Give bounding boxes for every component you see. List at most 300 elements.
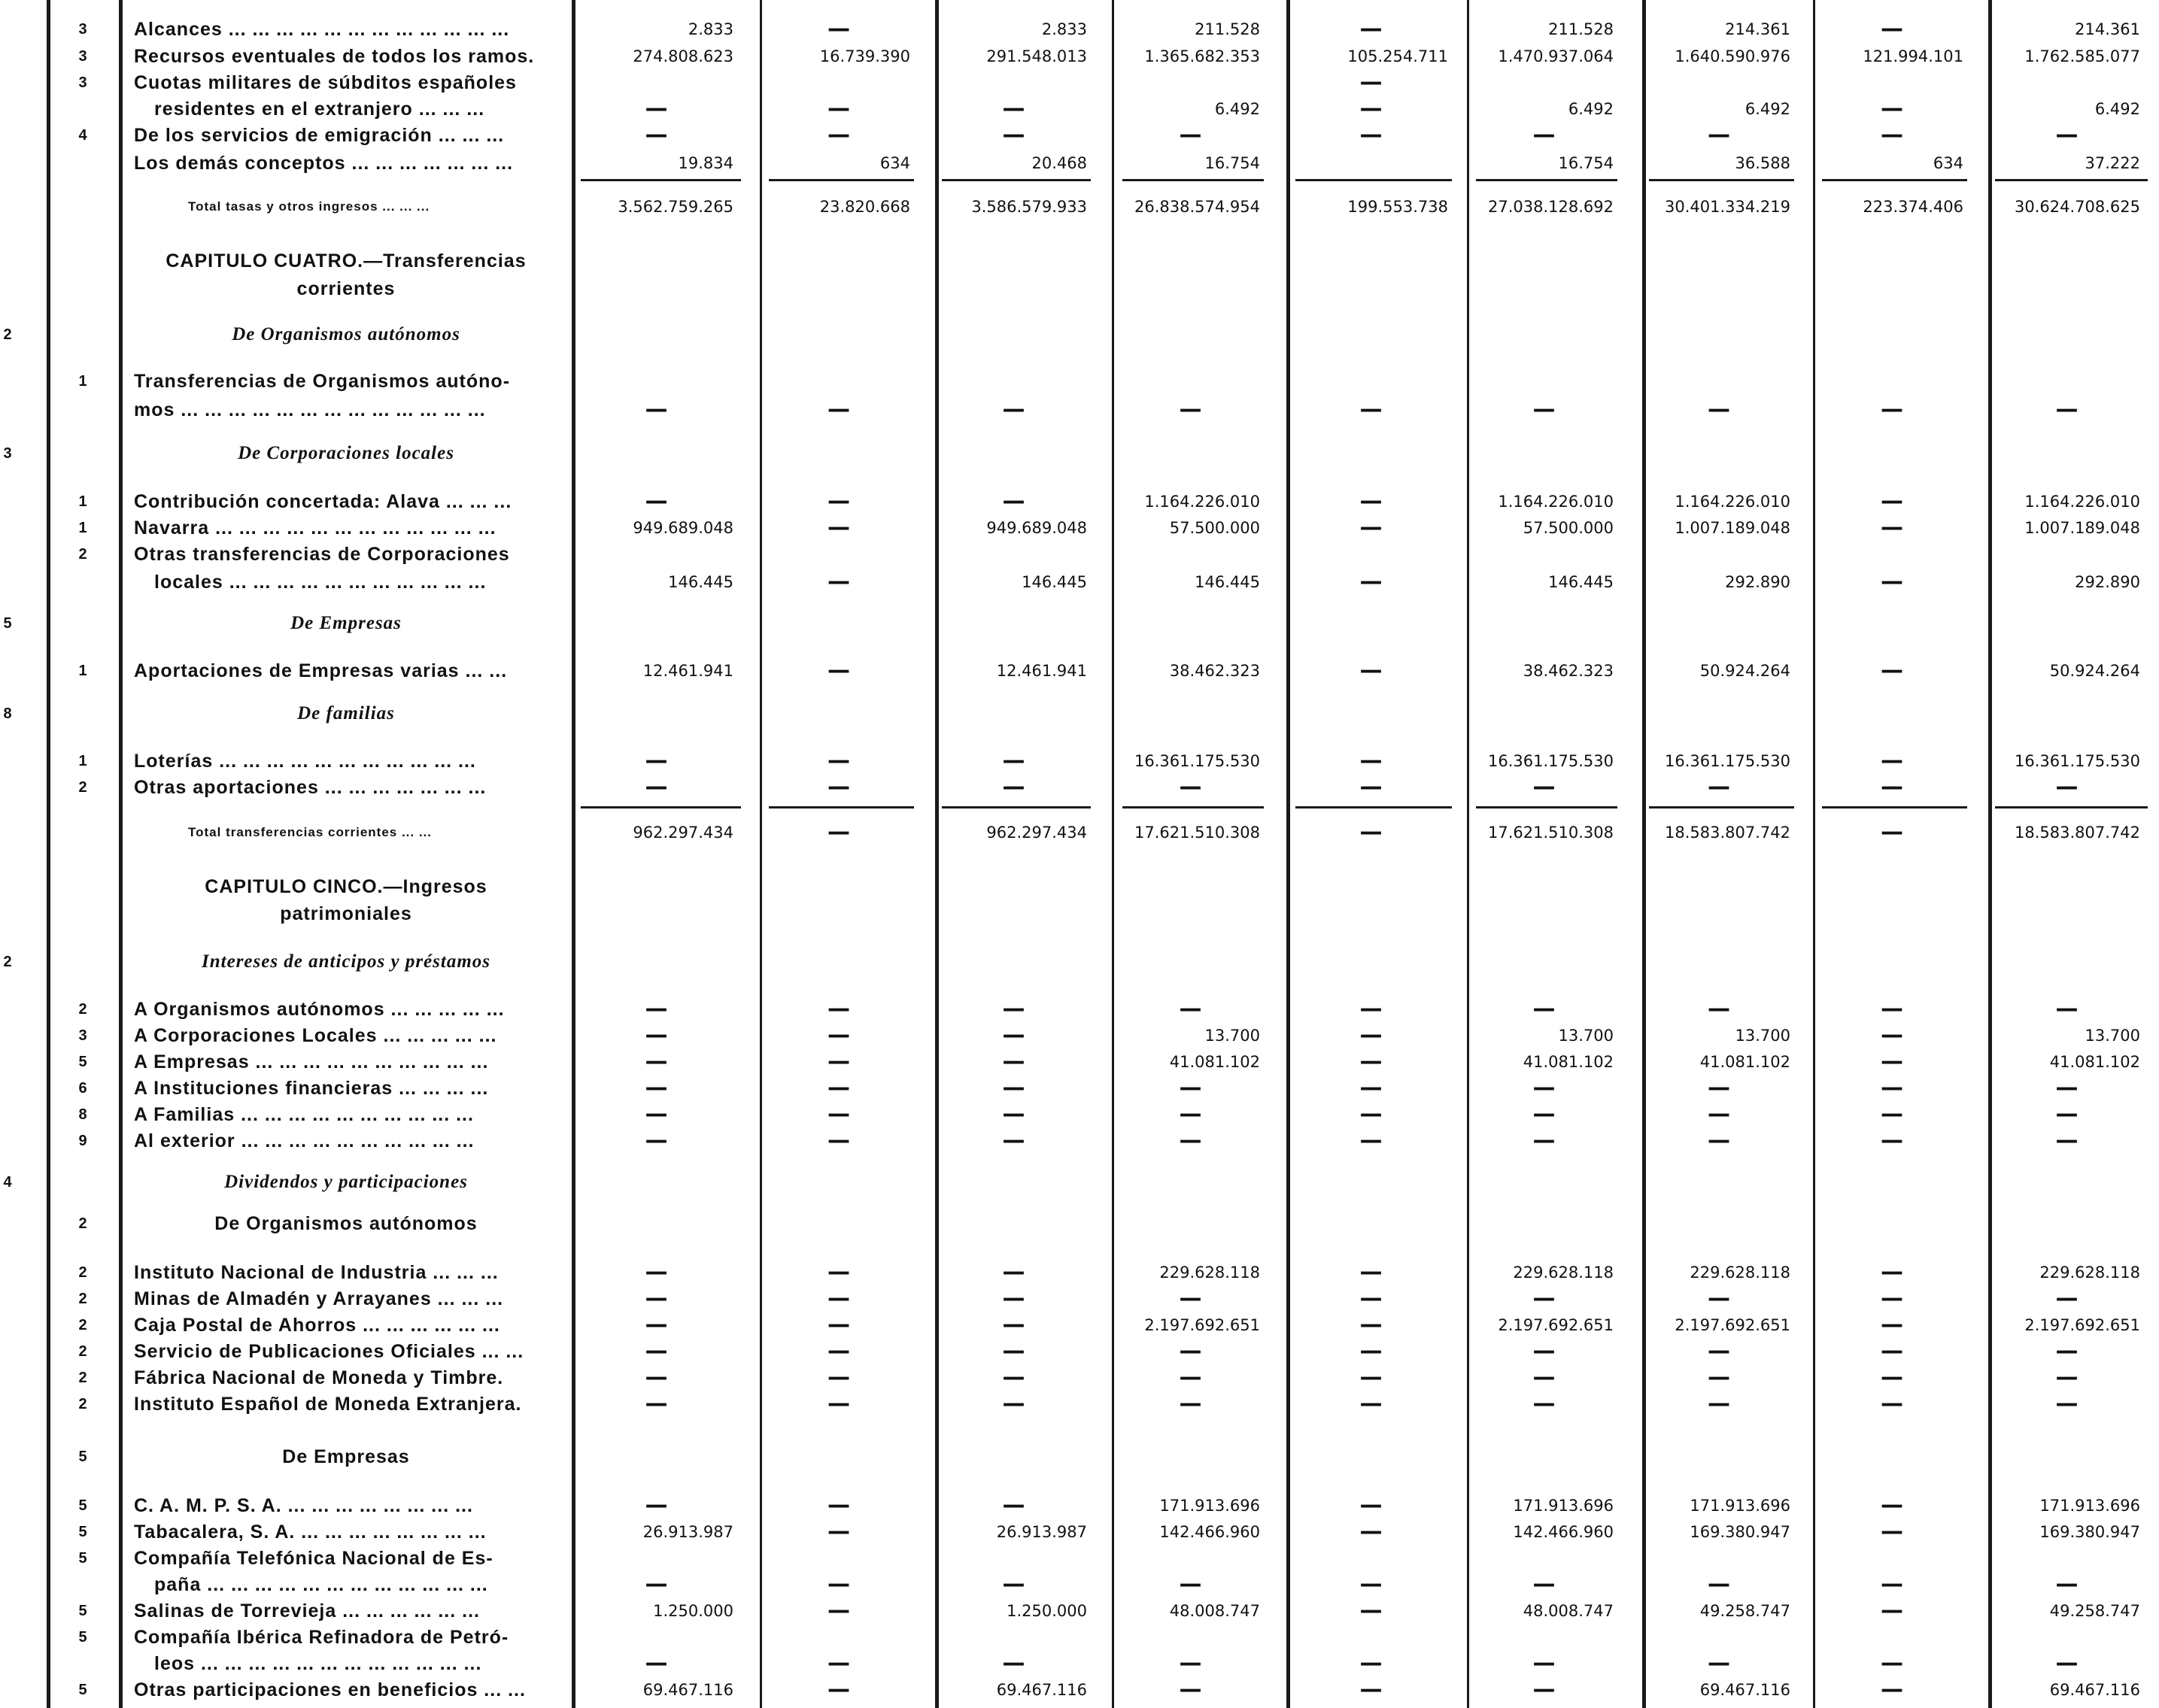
- amount-col-3: 12.461.941: [996, 662, 1087, 680]
- concept-code: 3: [78, 21, 87, 38]
- amount-col-7: [1647, 1546, 1790, 1571]
- table-row: [0, 70, 2159, 96]
- amount-col-1: —: [645, 1391, 668, 1417]
- section-heading: De Organismos autónomos: [214, 1213, 478, 1234]
- amount-col-1: —: [645, 996, 668, 1022]
- amount-col-1: —: [645, 96, 668, 122]
- amount-col-3: [940, 874, 1087, 900]
- amount-col-6: —: [1532, 396, 1556, 423]
- amount-col-3: 20.468: [1031, 154, 1087, 172]
- amount-col-6: 1.164.226.010: [1498, 493, 1614, 511]
- amount-col-7: —: [1708, 1391, 1730, 1417]
- amount-col-4: [1121, 369, 1260, 394]
- amount-col-1: [579, 276, 733, 302]
- amount-col-5: —: [1359, 1101, 1383, 1127]
- amount-col-9: [1994, 1444, 2140, 1470]
- concept-description: Instituto Español de Moneda Extranjera.: [134, 1394, 522, 1415]
- amount-col-4: —: [1179, 1676, 1202, 1703]
- article-code: [0, 1128, 15, 1154]
- amount-col-6: 142.466.960: [1513, 1523, 1614, 1541]
- amount-col-8: [1820, 611, 1963, 636]
- amount-col-9: [1994, 70, 2140, 96]
- amount-col-5: —: [1359, 1127, 1383, 1154]
- amount-col-5: [1294, 150, 1448, 176]
- section-heading-row: [0, 874, 2159, 900]
- total-separator-rule: [1822, 806, 1967, 808]
- amount-col-2: 634: [879, 154, 910, 172]
- amount-col-8: —: [1881, 96, 1903, 122]
- concept-code: [71, 397, 94, 423]
- amount-col-8: —: [1881, 122, 1903, 148]
- article-code: [0, 17, 15, 42]
- article-code: [0, 489, 15, 514]
- concept-code: [71, 150, 94, 176]
- amount-col-8: —: [1881, 1259, 1903, 1285]
- amount-col-3: —: [1002, 1048, 1025, 1075]
- amount-col-3: —: [1002, 1492, 1025, 1518]
- amount-col-5: —: [1359, 1650, 1383, 1676]
- concept-code: [71, 901, 94, 927]
- amount-col-4: [1121, 949, 1260, 975]
- amount-col-1: —: [645, 488, 668, 514]
- concept-code: 2: [78, 1291, 87, 1307]
- concept-description: Otras transferencias de Corporaciones: [134, 544, 510, 565]
- amount-col-9: 41.081.102: [2049, 1053, 2140, 1071]
- concept-code: [71, 1651, 94, 1676]
- amount-col-6: [1474, 70, 1614, 96]
- amount-col-5: —: [1359, 1571, 1383, 1597]
- amount-col-2: —: [827, 1259, 850, 1285]
- amount-col-2: —: [827, 1127, 850, 1154]
- article-code: [0, 1572, 15, 1597]
- concept-code: 2: [78, 1370, 87, 1386]
- amount-col-8: —: [1881, 1364, 1903, 1391]
- section-heading-row: [0, 441, 2159, 466]
- amount-col-2: —: [827, 1075, 850, 1101]
- table-row: [0, 1391, 2159, 1417]
- amount-col-5: [1294, 322, 1448, 347]
- concept-description: Aportaciones de Empresas varias ... ...: [134, 660, 508, 681]
- amount-col-4: —: [1179, 1364, 1202, 1391]
- concept-description: Transferencias de Organismos autóno-: [134, 371, 511, 392]
- amount-col-4: 16.361.175.530: [1134, 752, 1260, 770]
- amount-col-3: [940, 949, 1087, 975]
- amount-col-9: [1994, 1170, 2140, 1195]
- section-heading-row: [0, 611, 2159, 636]
- concept-code: [71, 1572, 94, 1597]
- amount-col-9: 50.924.264: [2049, 662, 2140, 680]
- amount-col-5: [1294, 1625, 1448, 1650]
- amount-col-2: [767, 276, 910, 302]
- concept-description: Compañía Ibérica Refinadora de Petró-: [134, 1627, 509, 1648]
- amount-col-5: —: [1359, 1597, 1383, 1624]
- amount-col-6: 48.008.747: [1523, 1602, 1614, 1620]
- concept-code: 5: [78, 1682, 87, 1698]
- amount-col-4: [1121, 1211, 1260, 1236]
- amount-col-1: —: [645, 1127, 668, 1154]
- amount-col-6: [1474, 369, 1614, 394]
- amount-col-2: —: [827, 1650, 850, 1676]
- concept-description: De los servicios de emigración ... ... ...: [134, 125, 505, 146]
- amount-col-7: 171.913.696: [1690, 1497, 1790, 1515]
- amount-col-8: —: [1881, 996, 1903, 1022]
- table-row: [0, 1128, 2159, 1154]
- amount-col-4: —: [1179, 1650, 1202, 1676]
- amount-col-4: 229.628.118: [1159, 1264, 1260, 1282]
- article-code: [0, 1023, 15, 1048]
- article-code: [0, 658, 15, 684]
- amount-col-2: —: [827, 488, 850, 514]
- amount-col-3: —: [1002, 122, 1025, 148]
- table-row: [0, 1260, 2159, 1285]
- concept-description: mos ... ... ... ... ... ... ... ... ... ... ... ... ...: [134, 399, 486, 420]
- article-code: [0, 748, 15, 774]
- amount-col-3: —: [1002, 396, 1025, 423]
- article-code: [0, 397, 15, 423]
- amount-col-8: —: [1881, 1518, 1903, 1545]
- section-heading: De familias: [297, 703, 395, 724]
- section-heading: De Empresas: [282, 1446, 410, 1467]
- table-row: [0, 748, 2159, 774]
- amount-col-8: —: [1881, 1075, 1903, 1101]
- amount-col-8: —: [1881, 748, 1903, 774]
- amount-col-6: [1474, 611, 1614, 636]
- amount-col-9: [1994, 701, 2140, 727]
- amount-col-1: [579, 441, 733, 466]
- concept-code: 2: [78, 1317, 87, 1333]
- concept-code: [71, 96, 94, 122]
- amount-col-6: 211.528: [1548, 20, 1614, 38]
- article-code: 4: [3, 1174, 12, 1191]
- section-heading: corrientes: [296, 278, 396, 299]
- amount-col-1: 12.461.941: [642, 662, 733, 680]
- amount-col-4: 171.913.696: [1159, 1497, 1260, 1515]
- amount-col-8: [1820, 248, 1963, 274]
- amount-col-9: 1.164.226.010: [2024, 493, 2140, 511]
- concept-description: Tabacalera, S. A. ... ... ... ... ... ... ... ...: [134, 1521, 487, 1543]
- amount-col-2: [767, 949, 910, 975]
- section-heading-row: [0, 901, 2159, 927]
- amount-col-8: —: [1881, 569, 1903, 595]
- concept-description: Loterías ... ... ... ... ... ... ... ... ... ... ...: [134, 751, 476, 772]
- amount-col-6: —: [1532, 1075, 1556, 1101]
- concept-code: 1: [78, 520, 87, 536]
- article-code: [0, 1312, 15, 1338]
- concept-code: 5: [78, 1550, 87, 1567]
- amount-col-9: 229.628.118: [2039, 1264, 2140, 1282]
- concept-code: [71, 611, 94, 636]
- amount-col-6: [1474, 1444, 1614, 1470]
- amount-col-3: [940, 70, 1087, 96]
- amount-col-7: [1647, 901, 1790, 927]
- table-row: [0, 569, 2159, 595]
- concept-code: 2: [78, 546, 87, 563]
- amount-col-7: [1647, 276, 1790, 302]
- amount-col-2: —: [827, 1285, 850, 1312]
- amount-col-7: —: [1708, 1650, 1730, 1676]
- article-code: [0, 1391, 15, 1417]
- amount-col-9: —: [2055, 1364, 2079, 1391]
- amount-col-7: —: [1708, 396, 1730, 423]
- amount-col-1: [579, 701, 733, 727]
- total-separator-rule: [942, 179, 1091, 181]
- amount-col-9: [1994, 874, 2140, 900]
- amount-col-3: —: [1002, 774, 1025, 800]
- concept-code: [71, 820, 94, 845]
- amount-col-5: —: [1359, 396, 1383, 423]
- concept-code: 3: [78, 48, 87, 65]
- amount-col-9: [1994, 611, 2140, 636]
- amount-col-1: 949.689.048: [633, 519, 733, 537]
- amount-col-7: 1.640.590.976: [1675, 47, 1790, 65]
- article-code: [0, 1365, 15, 1391]
- amount-col-7: 2.197.692.651: [1675, 1316, 1790, 1334]
- concept-code: 8: [78, 1106, 87, 1123]
- amount-col-8: —: [1881, 488, 1903, 514]
- total-separator-rule: [1649, 179, 1794, 181]
- amount-col-5: [1294, 1546, 1448, 1571]
- amount-col-7: 16.361.175.530: [1665, 752, 1790, 770]
- amount-col-1: [579, 542, 733, 567]
- amount-col-1: [579, 70, 733, 96]
- amount-col-5: —: [1359, 1285, 1383, 1312]
- concept-description: Caja Postal de Ahorros ... ... ... ... ... ...: [134, 1315, 500, 1336]
- concept-description: Servicio de Publicaciones Oficiales ... ...: [134, 1341, 524, 1362]
- amount-col-6: —: [1532, 1676, 1556, 1703]
- section-heading-row: [0, 949, 2159, 975]
- amount-col-4: 57.500.000: [1169, 519, 1260, 537]
- amount-col-3: —: [1002, 488, 1025, 514]
- article-code: [0, 997, 15, 1022]
- amount-col-7: —: [1708, 1338, 1730, 1364]
- amount-col-5: —: [1359, 16, 1383, 42]
- amount-col-8: [1820, 369, 1963, 394]
- amount-col-2: —: [827, 1571, 850, 1597]
- article-code: [0, 820, 15, 845]
- amount-col-4: 6.492: [1214, 100, 1260, 118]
- concept-description: A Organismos autónomos ... ... ... ... ...: [134, 999, 505, 1020]
- amount-col-1: 1.250.000: [653, 1602, 733, 1620]
- table-row: [0, 1493, 2159, 1518]
- amount-col-9: —: [2055, 1285, 2079, 1312]
- total-separator-rule: [1295, 806, 1452, 808]
- amount-col-8: —: [1881, 1101, 1903, 1127]
- amount-col-6: —: [1532, 1571, 1556, 1597]
- amount-col-4: 26.838.574.954: [1134, 198, 1260, 216]
- article-code: [0, 901, 15, 927]
- amount-col-1: —: [645, 1492, 668, 1518]
- amount-col-9: [1994, 276, 2140, 302]
- amount-col-3: [940, 901, 1087, 927]
- amount-col-3: —: [1002, 1391, 1025, 1417]
- concept-code: [71, 1170, 94, 1195]
- table-row: [0, 1049, 2159, 1075]
- amount-col-6: [1474, 1546, 1614, 1571]
- concept-code: [71, 874, 94, 900]
- amount-col-2: [767, 701, 910, 727]
- article-code: [0, 775, 15, 800]
- amount-col-7: [1647, 542, 1790, 567]
- amount-col-1: [579, 1444, 733, 1470]
- amount-col-4: 16.754: [1204, 154, 1260, 172]
- concept-description: Alcances ... ... ... ... ... ... ... ... ... ... ... ...: [134, 19, 510, 40]
- amount-col-2: [767, 611, 910, 636]
- amount-col-2: —: [827, 1676, 850, 1703]
- amount-col-2: —: [827, 1338, 850, 1364]
- article-code: [0, 194, 15, 220]
- concept-code: 1: [78, 753, 87, 769]
- amount-col-4: [1121, 1170, 1260, 1195]
- amount-col-2: —: [827, 1312, 850, 1338]
- table-row: [0, 1651, 2159, 1676]
- concept-description: Instituto Nacional de Industria ... ... ...: [134, 1262, 499, 1283]
- amount-col-7: [1647, 949, 1790, 975]
- concept-code: 1: [78, 493, 87, 510]
- concept-code: [71, 276, 94, 302]
- amount-col-5: —: [1359, 488, 1383, 514]
- concept-code: 1: [78, 663, 87, 679]
- amount-col-9: [1994, 901, 2140, 927]
- amount-col-3: —: [1002, 96, 1025, 122]
- amount-col-4: [1121, 542, 1260, 567]
- amount-col-1: 3.562.759.265: [618, 198, 733, 216]
- amount-col-1: —: [645, 1571, 668, 1597]
- amount-col-5: —: [1359, 657, 1383, 684]
- concept-description: paña ... ... ... ... ... ... ... ... ... ... ... ...: [154, 1574, 488, 1595]
- article-code: [0, 1625, 15, 1650]
- article-code: 5: [3, 615, 12, 632]
- concept-code: 5: [78, 1629, 87, 1646]
- article-code: [0, 276, 15, 302]
- total-row: [0, 194, 2159, 220]
- amount-col-3: [940, 1170, 1087, 1195]
- amount-col-7: —: [1708, 1364, 1730, 1391]
- article-code: [0, 1286, 15, 1312]
- total-separator-rule: [1476, 179, 1617, 181]
- amount-col-6: 41.081.102: [1523, 1053, 1614, 1071]
- concept-code: 2: [78, 1215, 87, 1232]
- concept-description: A Instituciones financieras ... ... ... ...: [134, 1078, 489, 1099]
- amount-col-4: 38.462.323: [1169, 662, 1260, 680]
- amount-col-9: —: [2055, 1127, 2079, 1154]
- amount-col-7: 1.007.189.048: [1675, 519, 1790, 537]
- amount-col-9: 2.197.692.651: [2024, 1316, 2140, 1334]
- amount-col-5: —: [1359, 819, 1383, 845]
- amount-col-2: [767, 1170, 910, 1195]
- amount-col-7: —: [1708, 774, 1730, 800]
- amount-col-4: [1121, 276, 1260, 302]
- amount-col-8: —: [1881, 514, 1903, 541]
- amount-col-4: —: [1179, 774, 1202, 800]
- amount-col-9: 214.361: [2075, 20, 2140, 38]
- amount-col-6: [1474, 542, 1614, 567]
- amount-col-8: [1820, 276, 1963, 302]
- amount-col-6: 16.754: [1558, 154, 1614, 172]
- amount-col-4: 2.197.692.651: [1144, 1316, 1260, 1334]
- amount-col-9: [1994, 369, 2140, 394]
- amount-col-7: [1647, 1625, 1790, 1650]
- amount-col-8: [1820, 70, 1963, 96]
- amount-col-2: [767, 70, 910, 96]
- amount-col-3: [940, 611, 1087, 636]
- amount-col-8: [1820, 949, 1963, 975]
- amount-col-5: [1294, 901, 1448, 927]
- amount-col-8: [1820, 1444, 1963, 1470]
- table-row: [0, 1286, 2159, 1312]
- table-row: [0, 96, 2159, 122]
- amount-col-6: —: [1532, 1285, 1556, 1312]
- article-code: [0, 70, 15, 96]
- amount-col-9: —: [2055, 774, 2079, 800]
- amount-col-4: 13.700: [1204, 1027, 1260, 1045]
- amount-col-5: —: [1359, 774, 1383, 800]
- amount-col-8: 223.374.406: [1863, 198, 1963, 216]
- amount-col-2: —: [827, 96, 850, 122]
- amount-col-6: [1474, 441, 1614, 466]
- amount-col-6: 146.445: [1548, 573, 1614, 591]
- amount-col-3: 1.250.000: [1007, 1602, 1087, 1620]
- amount-col-5: [1294, 1211, 1448, 1236]
- article-code: [0, 542, 15, 567]
- amount-col-9: —: [2055, 1571, 2079, 1597]
- amount-col-7: [1647, 70, 1790, 96]
- concept-description: Navarra ... ... ... ... ... ... ... ... ... ... ... ...: [134, 517, 496, 538]
- amount-col-3: —: [1002, 748, 1025, 774]
- amount-col-2: [767, 542, 910, 567]
- amount-col-5: —: [1359, 1312, 1383, 1338]
- amount-col-2: —: [827, 1518, 850, 1545]
- concept-description: Recursos eventuales de todos los ramos.: [134, 46, 535, 67]
- total-separator-rule: [769, 806, 914, 808]
- amount-col-6: 171.913.696: [1513, 1497, 1614, 1515]
- table-row: [0, 489, 2159, 514]
- amount-col-5: —: [1359, 96, 1383, 122]
- amount-col-9: —: [2055, 1101, 2079, 1127]
- amount-col-4: 142.466.960: [1159, 1523, 1260, 1541]
- amount-col-8: [1820, 901, 1963, 927]
- amount-col-1: [579, 1211, 733, 1236]
- concept-code: 5: [78, 1497, 87, 1514]
- amount-col-3: —: [1002, 1259, 1025, 1285]
- amount-col-4: —: [1179, 1285, 1202, 1312]
- concept-code: 9: [78, 1133, 87, 1149]
- amount-col-3: 949.689.048: [986, 519, 1087, 537]
- amount-col-6: —: [1532, 1101, 1556, 1127]
- amount-col-9: —: [2055, 1075, 2079, 1101]
- amount-col-3: 69.467.116: [996, 1681, 1087, 1699]
- section-heading: CAPITULO CUATRO.—Transferencias: [165, 250, 527, 272]
- amount-col-7: [1647, 369, 1790, 394]
- total-separator-rule: [1649, 806, 1794, 808]
- amount-col-3: —: [1002, 1650, 1025, 1676]
- amount-col-8: [1820, 1625, 1963, 1650]
- amount-col-3: —: [1002, 996, 1025, 1022]
- amount-col-9: 1.007.189.048: [2024, 519, 2140, 537]
- amount-col-3: [940, 1625, 1087, 1650]
- section-heading-row: [0, 248, 2159, 274]
- amount-col-8: —: [1881, 1676, 1903, 1703]
- concept-description: Salinas de Torrevieja ... ... ... ... ... ...: [134, 1600, 480, 1622]
- concept-code: 5: [78, 1603, 87, 1619]
- amount-col-9: [1994, 1625, 2140, 1650]
- total-label: Total tasas y otros ingresos ... ... ...: [188, 199, 430, 214]
- amount-col-8: [1820, 1546, 1963, 1571]
- table-row: [0, 44, 2159, 69]
- amount-col-2: —: [827, 657, 850, 684]
- amount-col-8: —: [1881, 1650, 1903, 1676]
- concept-code: [71, 194, 94, 220]
- article-code: [0, 874, 15, 900]
